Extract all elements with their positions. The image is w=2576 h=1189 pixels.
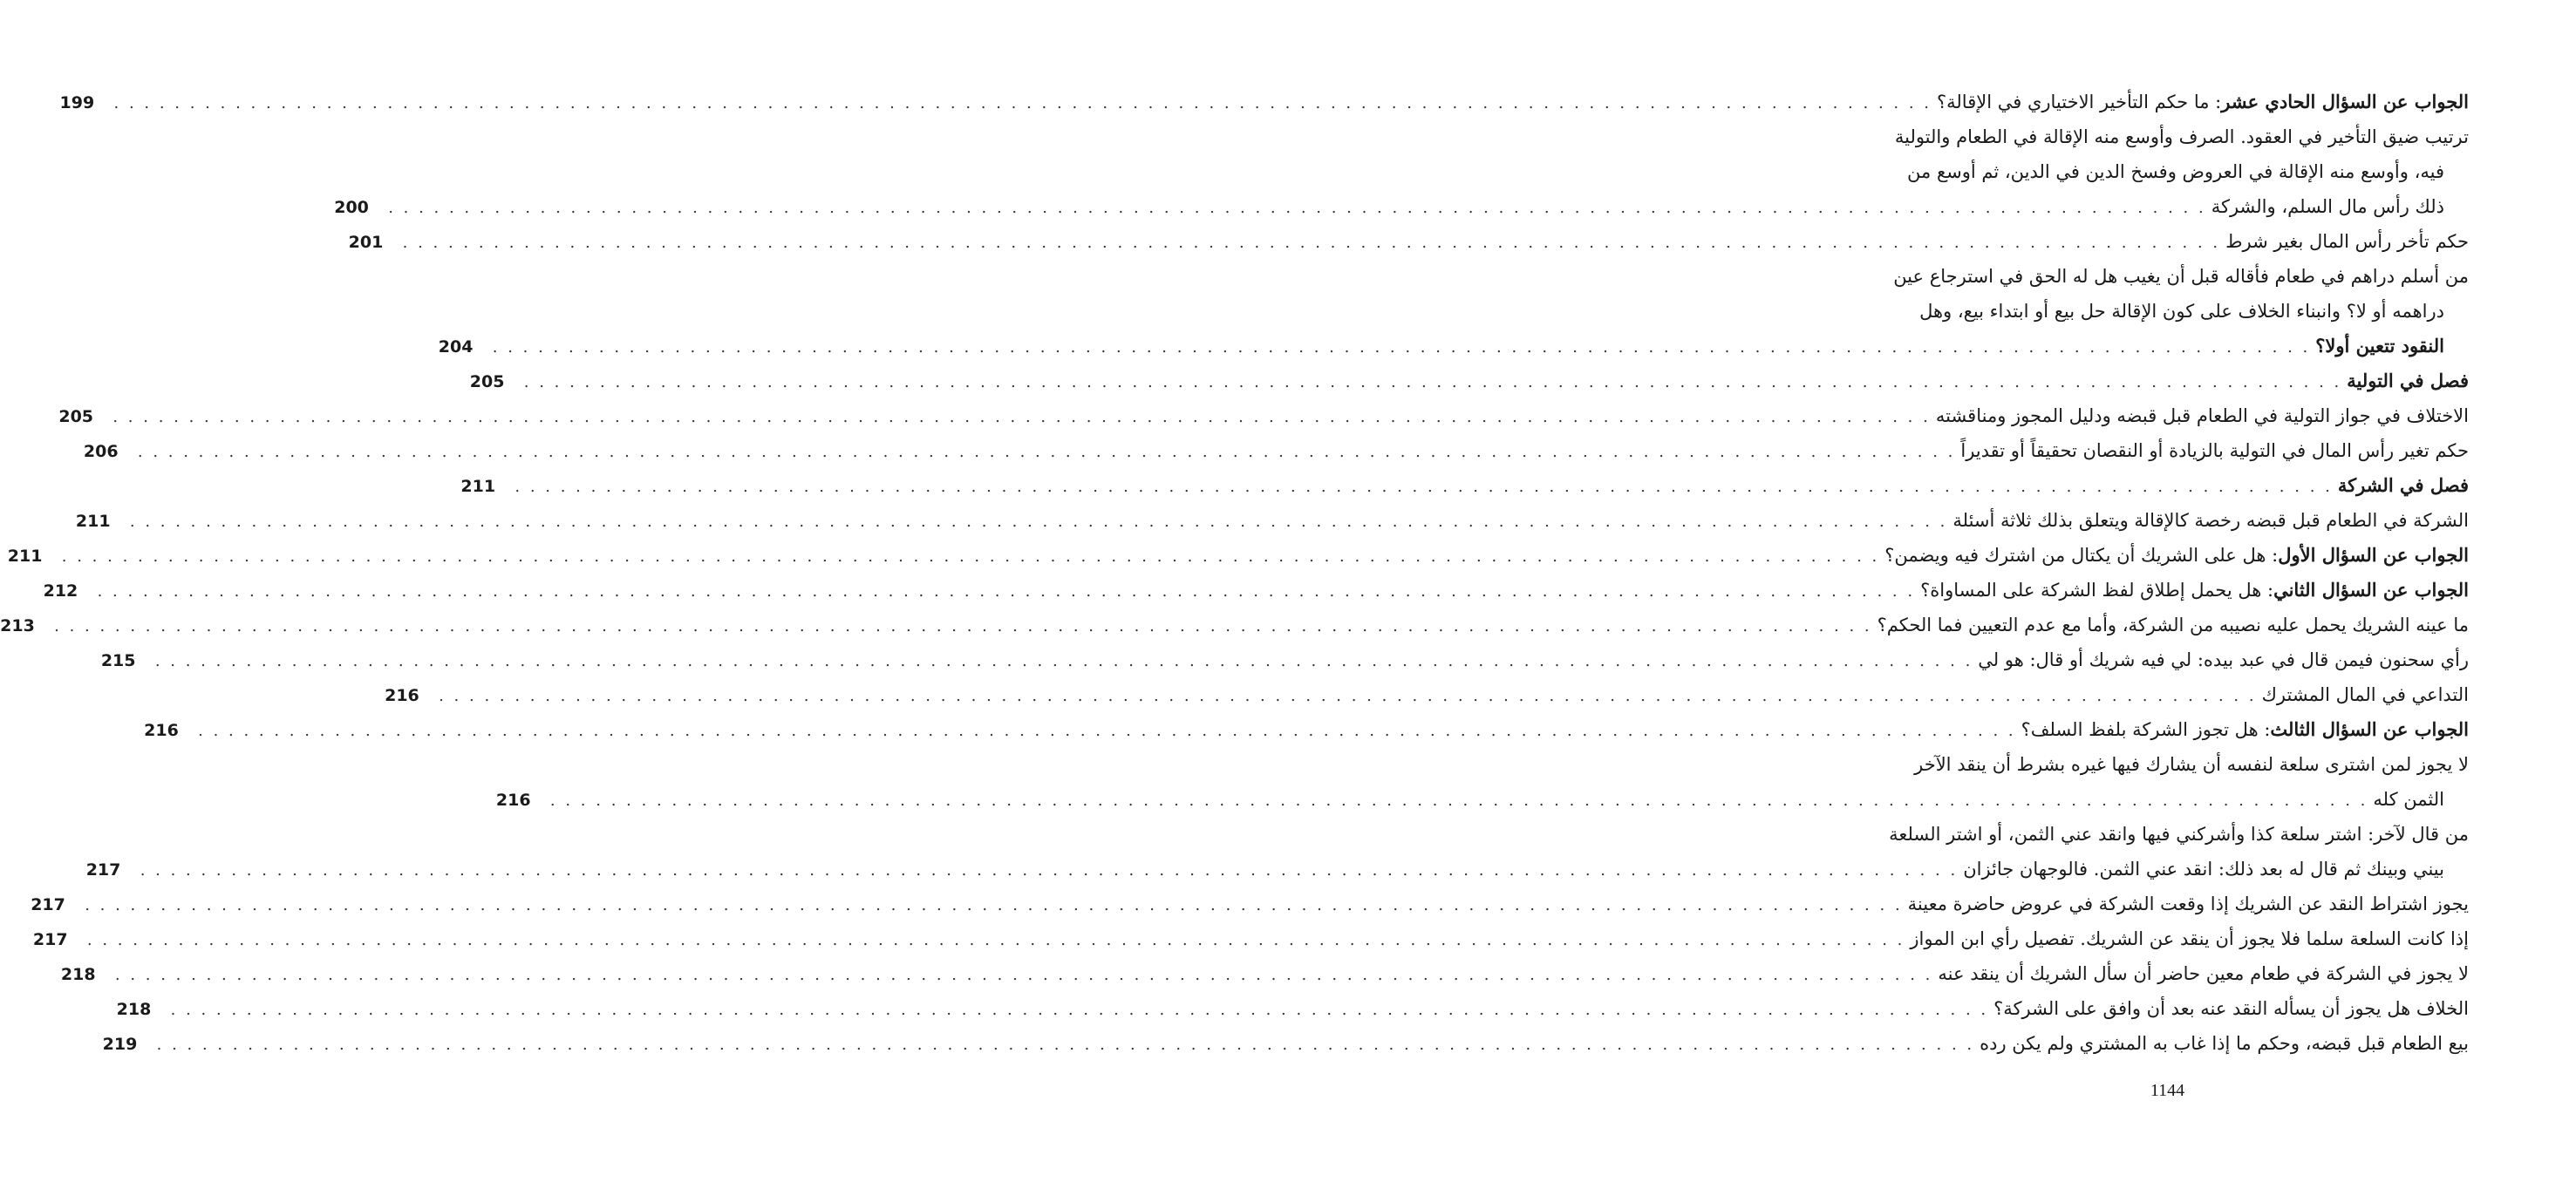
toc-entry [1827,259,2469,294]
toc-page-number: 216 [385,686,419,705]
toc-page-number: 216 [495,791,531,810]
toc-entry [348,224,2469,259]
toc-entry [83,433,2469,468]
toc-entry-text [2315,329,2469,363]
toc-entry-text: حكم تغير رأس المال في التولية بالزيادة أو النقصان تحقيقاً أو تقديراً [1960,440,2469,461]
toc-entry [43,573,2469,608]
toc-page-number: 216 [144,721,179,740]
toc-page-number: 217 [32,930,68,949]
toc-entry-text: بيني وبينك ثم قال له بعد ذلك: انقد عني الثمن. فالوجهان جائزان [1963,859,2444,880]
toc-entry [1827,294,2469,329]
toc-entry [100,642,2469,677]
toc-entry-text: يجوز اشتراط النقد عن الشريك إذا وقعت الشركة في عروض حاضرة معينة [1907,893,2469,914]
toc-entry-text [1884,538,2469,573]
dot-leader: . . . . . . . . . . . . . . . . . . . . . . . . . . . . . . . . . . . . . . . . . . . . . . . . . . . . . . . . . . . . . . . . . . . . . . . . . . . . . . . . . . . . . . . . . . . . . . . . . . . . . . . . . . . . . . . . . . . . . . . . [54,617,1872,635]
toc-page-number: 218 [116,1000,152,1019]
toc-entry-text [1920,573,2469,608]
toc-entry-text: التداعي في المال المشترك [2261,684,2469,705]
dot-leader: . . . . . . . . . . . . . . . . . . . . . . . . . . . . . . . . . . . . . . . . . . . . . . . . . . . . . . . . . . . . . . . . . . . . . . . . . . . . . . . . . . . . . . . . . . . . . . . . . . . . . . . . . . . . . . . . . . . . . . . . [198,722,2016,740]
toc-page-number: 200 [334,198,369,217]
toc-entry-text: الثمن كله [2373,789,2444,810]
toc-entry [1827,154,2469,189]
table-of-contents [0,85,2469,1061]
toc-entry-text: حكم تأخر رأس المال بغير شرط [2225,231,2469,252]
toc-entry-heading: الجواب عن السؤال الأول [2278,544,2469,566]
toc-entry-question: : هل يحمل إطلاق لفظ الشركة على المساواة؟ [1920,580,2274,601]
dot-leader: . . . . . . . . . . . . . . . . . . . . . . . . . . . . . . . . . . . . . . . . . . . . . . . . . . . . . . . . . . . . . . . . . . . . . . . . . . . . . . . . . . . . . . . . . . . . . . . . . . . . . . . . . . . . . . . . . . . . . . . . [97,582,1916,601]
toc-entry-text: الاختلاف في جواز التولية في الطعام قبل قبضه ودليل المجوز ومناقشته [1935,405,2469,426]
dot-leader: . . . . . . . . . . . . . . . . . . . . . . . . . . . . . . . . . . . . . . . . . . . . . . . . . . . . . . . . . . . . . . . . . . . . . . . . . . . . . . . . . . . . . . . . . . . . . . . . . . . . . . . . . . . . . . . . . . . . . . . . [523,373,2342,391]
toc-entry-text: فيه، وأوسع منه الإقالة في العروض وفسخ الدين في الدين، ثم أوسع من [1907,161,2444,182]
toc-entry-text [2347,363,2469,398]
toc-page-number: 199 [59,93,95,112]
toc-entry-question: : هل تجوز الشركة بلفظ السلف؟ [2021,719,2271,740]
toc-page-number: 204 [438,337,474,357]
toc-page-number: 211 [460,477,496,496]
page-number: 1144 [2150,1081,2185,1100]
dot-leader: . . . . . . . . . . . . . . . . . . . . . . . . . . . . . . . . . . . . . . . . . . . . . . . . . . . . . . . . . . . . . . . . . . . . . . . . . . . . . . . . . . . . . . . . . . . . . . . . . . . . . . . . . . . . . . . . . . . . . . . . [549,792,2368,810]
toc-page-number: 211 [75,512,111,531]
dot-leader: . . . . . . . . . . . . . . . . . . . . . . . . . . . . . . . . . . . . . . . . . . . . . . . . . . . . . . . . . . . . . . . . . . . . . . . . . . . . . . . . . . . . . . . . . . . . . . . . . . . . . . . . . . . . . . . . . . . . . . . . [492,338,2311,357]
toc-entry [31,887,2469,921]
toc-entry-text: ترتيب ضيق التأخير في العقود. الصرف وأوسع منه الإقالة في الطعام والتولية [1894,126,2469,147]
toc-page-number: 215 [100,651,136,670]
dot-leader: . . . . . . . . . . . . . . . . . . . . . . . . . . . . . . . . . . . . . . . . . . . . . . . . . . . . . . . . . . . . . . . . . . . . . . . . . . . . . . . . . . . . . . . . . . . . . . . . . . . . . . . . . . . . . . . . . . . . . . . . [388,199,2206,217]
dot-leader: . . . . . . . . . . . . . . . . . . . . . . . . . . . . . . . . . . . . . . . . . . . . . . . . . . . . . . . . . . . . . . . . . . . . . . . . . . . . . . . . . . . . . . . . . . . . . . . . . . . . . . . . . . . . . . . . . . . . . . . . [140,861,1959,880]
toc-entry-heading: فصل في التولية [2347,370,2469,391]
dot-leader: . . . . . . . . . . . . . . . . . . . . . . . . . . . . . . . . . . . . . . . . . . . . . . . . . . . . . . . . . . . . . . . . . . . . . . . . . . . . . . . . . . . . . . . . . . . . . . . . . . . . . . . . . . . . . . . . . . . . . . . . [113,94,1932,112]
toc-entry [75,503,2469,538]
toc-entry [116,991,2469,1026]
toc-entry-text: دراهمه أو لا؟ وانبناء الخلاف على كون الإقالة حل بيع أو ابتداء بيع، وهل [1919,301,2444,322]
toc-page-number: 212 [43,581,78,601]
toc-entry [334,189,2469,224]
toc-entry [460,468,2469,503]
toc-page-number: 201 [348,233,384,252]
toc-entry-text [2338,468,2469,503]
toc-entry-text: ما عينه الشريك يحمل عليه نصيبه من الشركة، وأما مع عدم التعيين فما الحكم؟ [1877,615,2469,635]
toc-entry [438,329,2469,363]
toc-entry-text [1937,85,2469,119]
dot-leader: . . . . . . . . . . . . . . . . . . . . . . . . . . . . . . . . . . . . . . . . . . . . . . . . . . . . . . . . . . . . . . . . . . . . . . . . . . . . . . . . . . . . . . . . . . . . . . . . . . . . . . . . . . . . . . . . . . . . . . . . [86,931,1905,949]
toc-entry [60,956,2469,991]
toc-entry-question: : ما حكم التأخير الاختياري في الإقالة؟ [1937,92,2222,112]
toc-page-number: 219 [102,1035,138,1054]
toc-entry-text: من قال لآخر: اشتر سلعة كذا وأشركني فيها وانقد عني الثمن، أو اشتر السلعة [1889,824,2469,845]
toc-entry [1827,119,2469,154]
toc-entry [469,363,2469,398]
dot-leader: . . . . . . . . . . . . . . . . . . . . . . . . . . . . . . . . . . . . . . . . . . . . . . . . . . . . . . . . . . . . . . . . . . . . . . . . . . . . . . . . . . . . . . . . . . . . . . . . . . . . . . . . . . . . . . . . . . . . . . . . [402,234,2221,252]
toc-entry-text: من أسلم دراهم في طعام فأقاله قبل أن يغيب هل له الحق في استرجاع عين [1893,266,2469,287]
dot-leader: . . . . . . . . . . . . . . . . . . . . . . . . . . . . . . . . . . . . . . . . . . . . . . . . . . . . . . . . . . . . . . . . . . . . . . . . . . . . . . . . . . . . . . . . . . . . . . . . . . . . . . . . . . . . . . . . . . . . . . . . [515,478,2333,496]
toc-entry-heading: النقود تتعين أولا؟ [2315,335,2444,357]
toc-entry [59,85,2469,119]
toc-page-number: 205 [58,407,94,426]
toc-entry-heading: الجواب عن السؤال الثالث [2270,718,2469,740]
toc-entry [385,677,2469,712]
toc-entry [85,852,2469,887]
toc-page-number: 211 [7,547,43,566]
toc-entry-text: لا يجوز في الشركة في طعام معين حاضر أن سأل الشريك أن ينقد عنه [1938,963,2469,984]
dot-leader: . . . . . . . . . . . . . . . . . . . . . . . . . . . . . . . . . . . . . . . . . . . . . . . . . . . . . . . . . . . . . . . . . . . . . . . . . . . . . . . . . . . . . . . . . . . . . . . . . . . . . . . . . . . . . . . . . . . . . . . . [129,513,1948,531]
toc-page-number: 217 [31,895,65,914]
toc-entry [7,538,2469,573]
toc-page-number: 217 [85,860,121,880]
dot-leader: . . . . . . . . . . . . . . . . . . . . . . . . . . . . . . . . . . . . . . . . . . . . . . . . . . . . . . . . . . . . . . . . . . . . . . . . . . . . . . . . . . . . . . . . . . . . . . . . . . . . . . . . . . . . . . . . . . . . . . . . [154,652,1973,670]
dot-leader: . . . . . . . . . . . . . . . . . . . . . . . . . . . . . . . . . . . . . . . . . . . . . . . . . . . . . . . . . . . . . . . . . . . . . . . . . . . . . . . . . . . . . . . . . . . . . . . . . . . . . . . . . . . . . . . . . . . . . . . . [170,1001,1989,1019]
toc-entry-text: إذا كانت السلعة سلما فلا يجوز أن ينقد عن الشريك. تفصيل رأي ابن المواز [1910,928,2469,949]
toc-entry-text: ذلك رأس مال السلم، والشركة [2211,196,2444,217]
toc-page-number: 206 [83,442,119,461]
dot-leader: . . . . . . . . . . . . . . . . . . . . . . . . . . . . . . . . . . . . . . . . . . . . . . . . . . . . . . . . . . . . . . . . . . . . . . . . . . . . . . . . . . . . . . . . . . . . . . . . . . . . . . . . . . . . . . . . . . . . . . . . [112,408,1931,426]
toc-entry [1827,747,2469,782]
dot-leader: . . . . . . . . . . . . . . . . . . . . . . . . . . . . . . . . . . . . . . . . . . . . . . . . . . . . . . . . . . . . . . . . . . . . . . . . . . . . . . . . . . . . . . . . . . . . . . . . . . . . . . . . . . . . . . . . . . . . . . . . [156,1036,1975,1054]
toc-entry-text: الشركة في الطعام قبل قبضه رخصة كالإقالة ويتعلق بذلك ثلاثة أسئلة [1952,510,2469,531]
toc-entry [102,1026,2469,1061]
toc-entry-question: : هل على الشريك أن يكتال من اشترك فيه ويضمن؟ [1884,545,2279,566]
dot-leader: . . . . . . . . . . . . . . . . . . . . . . . . . . . . . . . . . . . . . . . . . . . . . . . . . . . . . . . . . . . . . . . . . . . . . . . . . . . . . . . . . . . . . . . . . . . . . . . . . . . . . . . . . . . . . . . . . . . . . . . . [137,443,1956,461]
toc-page-number: 205 [469,372,505,391]
toc-entry [0,608,2469,642]
dot-leader: . . . . . . . . . . . . . . . . . . . . . . . . . . . . . . . . . . . . . . . . . . . . . . . . . . . . . . . . . . . . . . . . . . . . . . . . . . . . . . . . . . . . . . . . . . . . . . . . . . . . . . . . . . . . . . . . . . . . . . . . [439,687,2257,705]
toc-entry [58,398,2469,433]
dot-leader: . . . . . . . . . . . . . . . . . . . . . . . . . . . . . . . . . . . . . . . . . . . . . . . . . . . . . . . . . . . . . . . . . . . . . . . . . . . . . . . . . . . . . . . . . . . . . . . . . . . . . . . . . . . . . . . . . . . . . . . . [61,547,1880,566]
toc-page-number: 218 [60,965,96,984]
toc-entry-text: لا يجوز لمن اشترى سلعة لنفسه أن يشارك فيها غيره بشرط أن ينقد الآخر [1914,754,2469,775]
toc-entry-text [2021,712,2469,747]
toc-entry [495,782,2469,817]
toc-entry [144,712,2469,747]
toc-entry-heading: فصل في الشركة [2337,474,2469,496]
dot-leader: . . . . . . . . . . . . . . . . . . . . . . . . . . . . . . . . . . . . . . . . . . . . . . . . . . . . . . . . . . . . . . . . . . . . . . . . . . . . . . . . . . . . . . . . . . . . . . . . . . . . . . . . . . . . . . . . . . . . . . . . [85,896,1903,914]
toc-page-number: 213 [0,616,35,635]
toc-entry-heading: الجواب عن السؤال الثاني [2273,579,2469,601]
toc-entry [1827,817,2469,852]
toc-entry-heading: الجواب عن السؤال الحادي عشر [2221,91,2469,112]
toc-entry-text: الخلاف هل يجوز أن يسأله النقد عنه بعد أن وافق على الشركة؟ [1993,998,2469,1019]
toc-entry [32,921,2469,956]
toc-entry-text: بيع الطعام قبل قبضه، وحكم ما إذا غاب به المشتري ولم يكن رده [1980,1033,2469,1054]
toc-entry-text: رأي سحنون فيمن قال في عبد بيده: لي فيه شريك أو قال: هو لي [1978,649,2469,670]
dot-leader: . . . . . . . . . . . . . . . . . . . . . . . . . . . . . . . . . . . . . . . . . . . . . . . . . . . . . . . . . . . . . . . . . . . . . . . . . . . . . . . . . . . . . . . . . . . . . . . . . . . . . . . . . . . . . . . . . . . . . . . . [114,966,1933,984]
